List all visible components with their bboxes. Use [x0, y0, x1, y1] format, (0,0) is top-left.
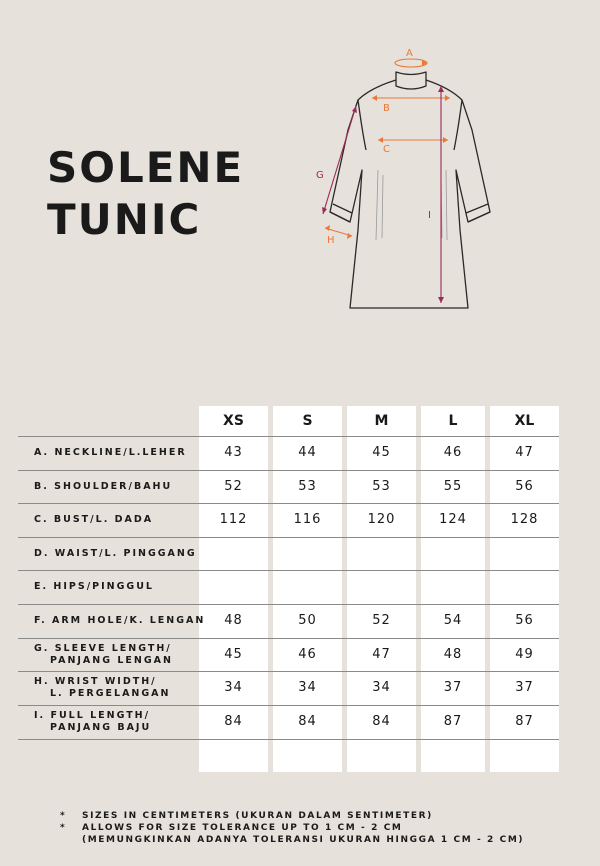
note-3-text: (MEMUNGKINKAN ADANYA TOLERANSI UKURAN HINGGA 1 CM - 2 CM)	[82, 835, 525, 845]
size-value-cell: 44	[298, 445, 317, 460]
row-label-line: H. WRIST WIDTH/	[34, 675, 157, 687]
size-value-cell: 53	[372, 479, 391, 494]
row-label	[34, 615, 205, 627]
size-value-cell: 87	[443, 714, 463, 729]
marker-i: I	[428, 210, 431, 221]
size-value-cell: 56	[515, 613, 534, 628]
note-1-text: SIZES IN CENTIMETERS (UKURAN DALAM SENTIMETER)	[82, 811, 433, 821]
size-value-cell: 34	[298, 680, 317, 695]
size-value-cell: 55	[443, 479, 463, 494]
row-label	[34, 643, 173, 667]
size-value-cell: 49	[515, 647, 534, 662]
size-value-cell: 84	[372, 714, 391, 729]
row-divider	[18, 537, 559, 538]
row-label-line: I. FULL LENGTH/	[34, 709, 151, 721]
row-divider	[18, 705, 559, 706]
row-divider	[18, 436, 559, 437]
size-value-cell: 48	[224, 613, 243, 628]
row-label-line: A. NECKLINE/L.LEHER	[34, 446, 187, 458]
row-label-line: G. SLEEVE LENGTH/	[34, 642, 172, 654]
size-value-cell: 50	[298, 613, 317, 628]
size-value-cell: 112	[219, 512, 248, 527]
marker-h: H	[327, 235, 335, 246]
marker-c: C	[383, 144, 390, 155]
size-value-cell: 43	[224, 445, 243, 460]
note-2	[60, 822, 524, 834]
size-value-cell: 47	[372, 647, 391, 662]
measure-letters	[316, 48, 431, 246]
row-divider	[18, 604, 559, 605]
row-divider	[18, 470, 559, 471]
row-label-line: C. BUST/L. DADA	[34, 513, 154, 525]
fabric-folds	[376, 170, 447, 240]
size-value-cell: 84	[298, 714, 317, 729]
size-value-cell: 116	[293, 512, 322, 527]
size-value-cell: 48	[443, 647, 463, 662]
size-value-cell: 46	[443, 445, 463, 460]
size-header-s: S	[302, 413, 313, 429]
size-header-l: L	[448, 413, 458, 429]
size-value-cell: 124	[439, 512, 467, 527]
size-header-xl: XL	[514, 413, 535, 429]
title-line-2: TUNIC	[47, 195, 202, 244]
row-label	[34, 447, 187, 459]
row-label	[34, 676, 170, 700]
size-value-cell: 34	[224, 680, 243, 695]
purple-measure-lines	[323, 86, 441, 303]
size-value-cell: 120	[367, 512, 396, 527]
row-label-line: PANJANG BAJU	[50, 721, 152, 733]
row-label-line: PANJANG LENGAN	[50, 654, 173, 666]
title-line-1: SOLENE	[47, 143, 245, 192]
size-value-cell: 37	[443, 680, 463, 695]
row-label-line: B. SHOULDER/BAHU	[34, 480, 173, 492]
tunic-outline	[330, 72, 490, 308]
row-label-line: D. WAIST/L. PINGGANG	[34, 547, 197, 559]
row-label	[34, 581, 154, 593]
tunic-measurement-diagram	[300, 40, 520, 320]
size-value-cell: 52	[224, 479, 243, 494]
row-label-line: F. ARM HOLE/K. LENGAN	[34, 614, 206, 626]
row-label-line: E. HIPS/PINGGUL	[34, 580, 154, 592]
product-title	[47, 142, 244, 246]
size-value-cell: 56	[515, 479, 534, 494]
size-value-cell: 45	[224, 647, 243, 662]
marker-g: G	[316, 170, 324, 181]
size-value-cell: 52	[372, 613, 391, 628]
size-value-cell: 84	[224, 714, 243, 729]
size-value-cell: 87	[515, 714, 534, 729]
row-divider	[18, 638, 559, 639]
size-value-cell: 53	[298, 479, 317, 494]
size-value-cell: 37	[515, 680, 534, 695]
row-label	[34, 548, 197, 560]
size-value-cell: 34	[372, 680, 391, 695]
size-header-xs: XS	[223, 413, 244, 429]
row-divider	[18, 570, 559, 571]
row-divider	[18, 503, 559, 504]
size-value-cell: 128	[510, 512, 539, 527]
row-label	[34, 481, 172, 493]
size-notes	[60, 810, 524, 846]
size-value-cell: 47	[515, 445, 534, 460]
note-bullet: *	[60, 823, 67, 833]
note-1	[60, 810, 524, 822]
row-label	[34, 710, 151, 734]
row-label-line: L. PERGELANGAN	[50, 687, 171, 699]
marker-b: B	[383, 103, 390, 114]
row-label	[34, 514, 153, 526]
size-value-cell: 46	[298, 647, 317, 662]
note-bullet: *	[60, 811, 67, 821]
size-value-cell: 54	[443, 613, 463, 628]
row-divider	[18, 739, 559, 740]
note-2-text: ALLOWS FOR SIZE TOLERANCE UP TO 1 CM - 2 CM	[82, 823, 403, 833]
size-value-cell: 45	[372, 445, 391, 460]
row-divider	[18, 671, 559, 672]
size-header-m: M	[374, 413, 389, 429]
marker-a: A	[406, 48, 413, 59]
